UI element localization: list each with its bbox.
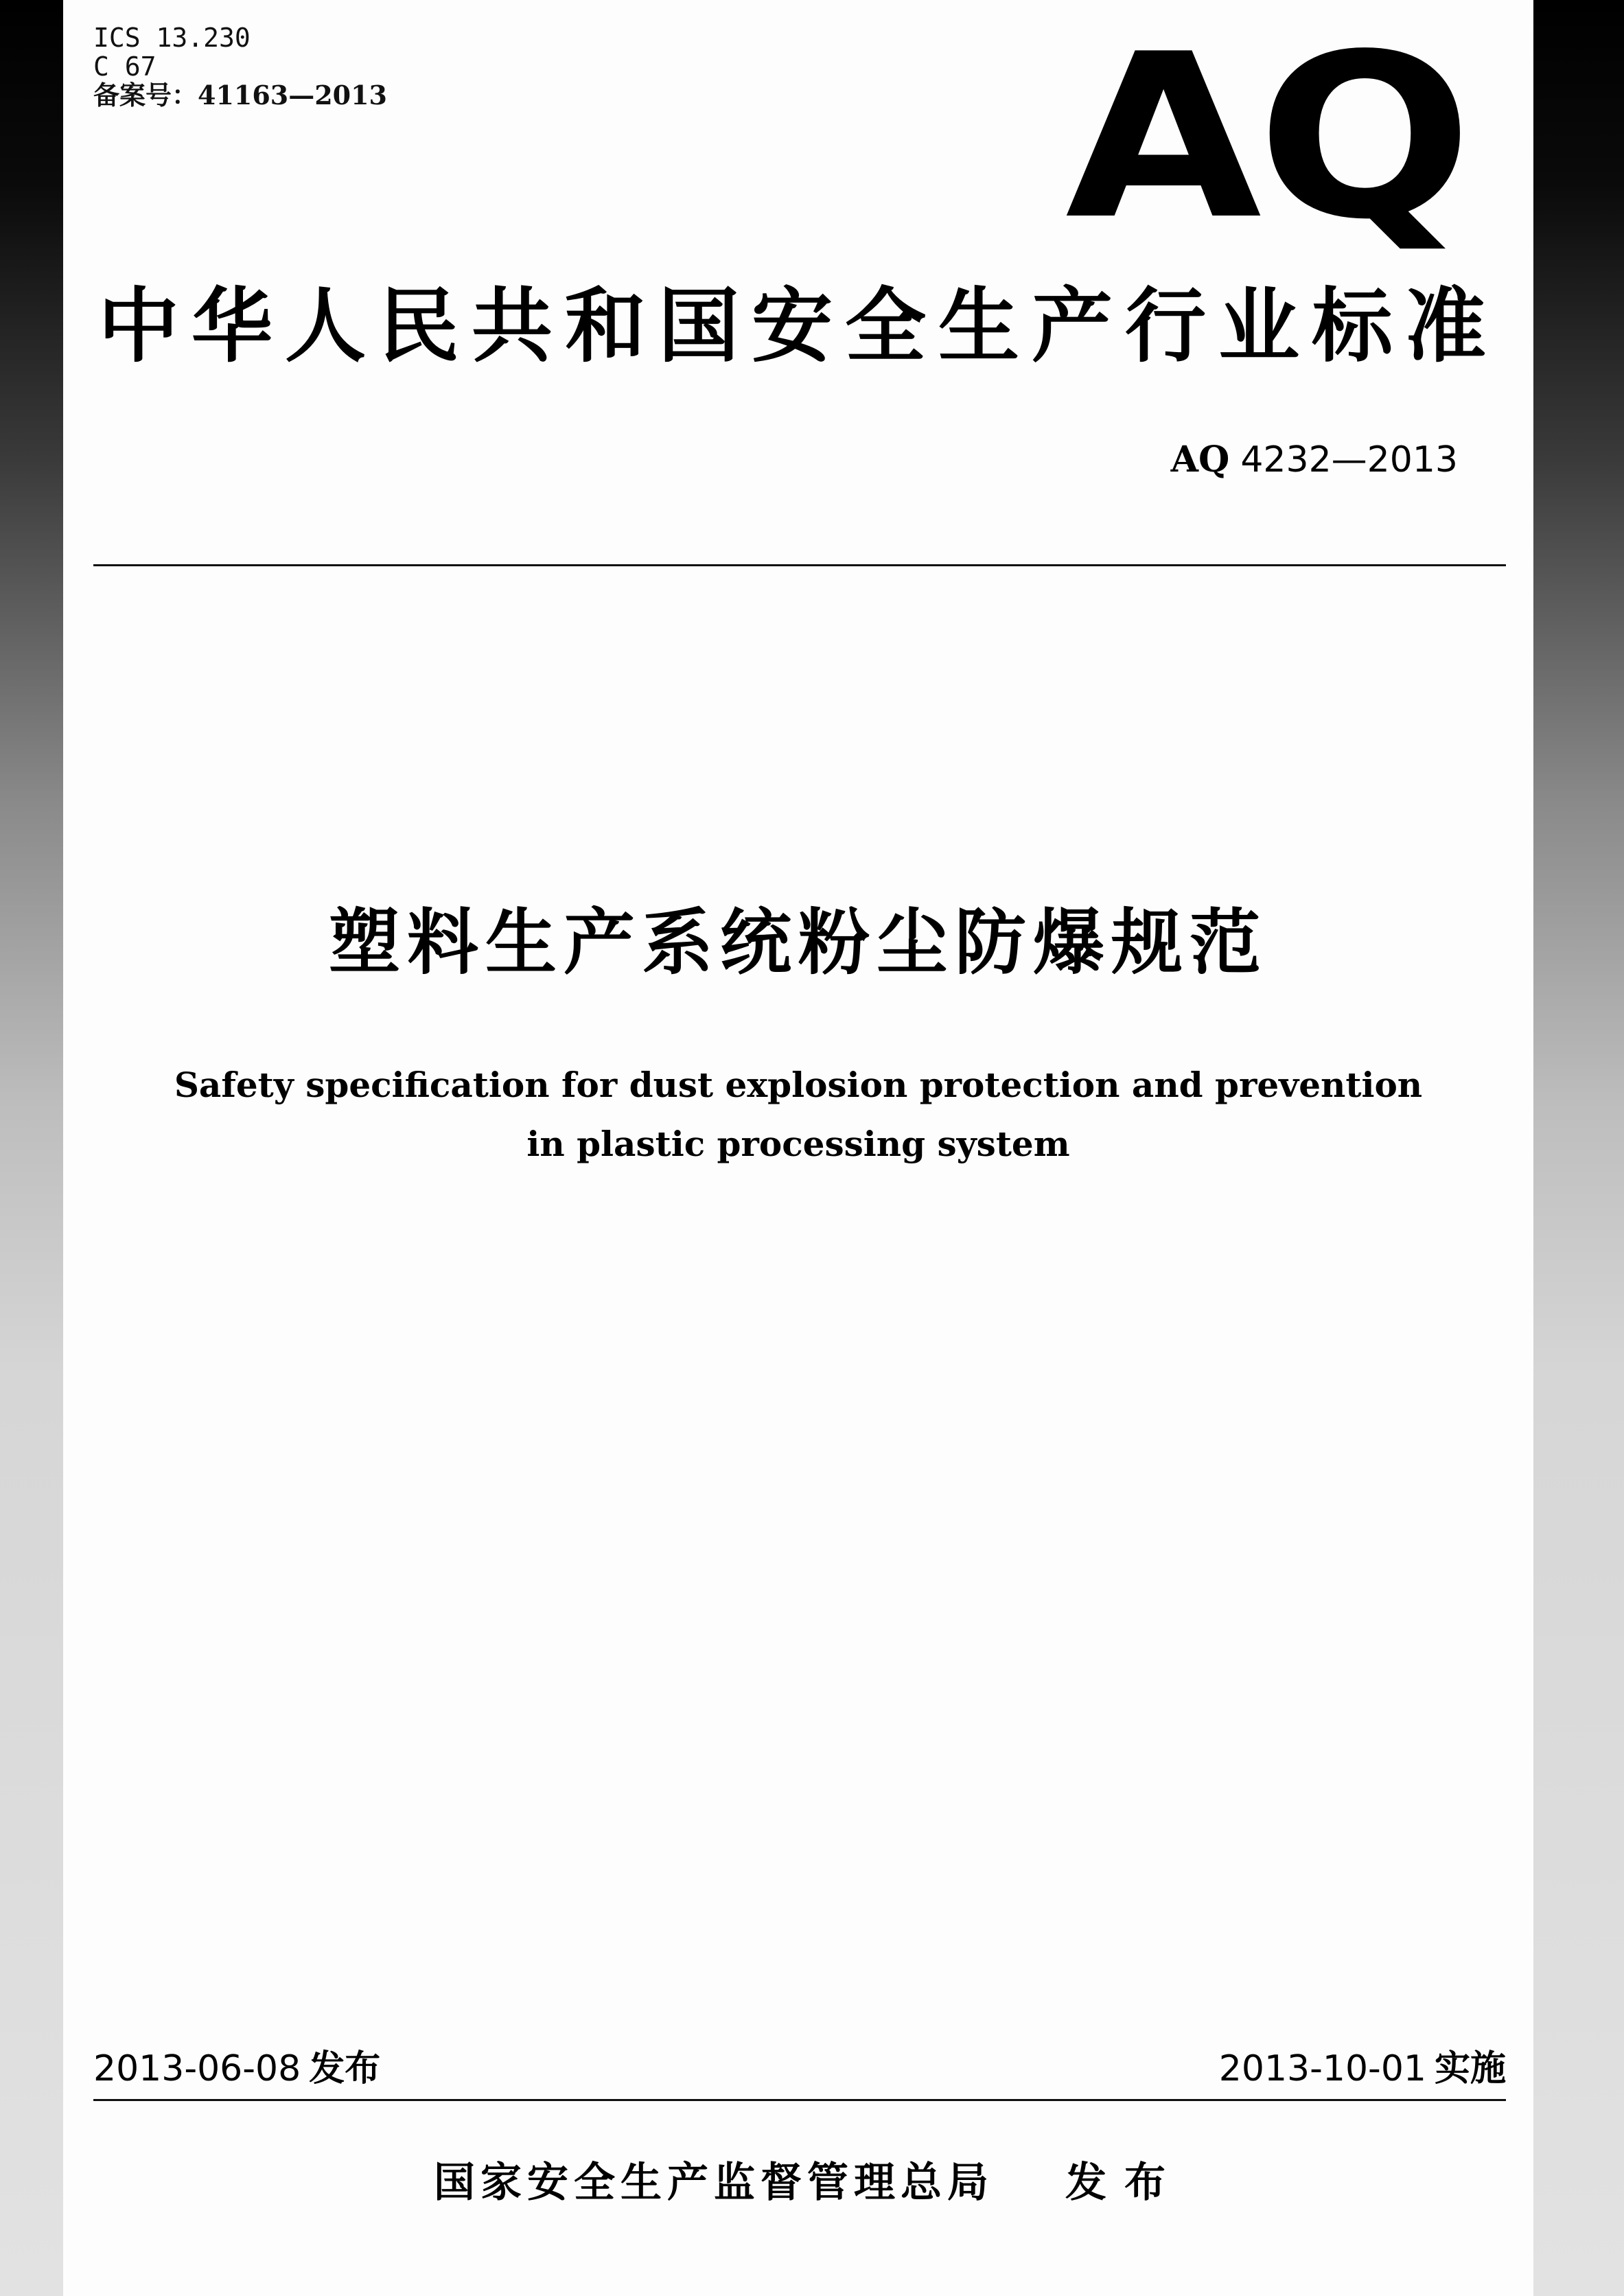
effective-date [1219,2047,1506,2091]
aq-logo: AQ [1065,5,1468,269]
bottom-divider [93,2099,1506,2101]
english-title-line-2: in plastic processing system [526,1124,1070,1164]
standard-code [1171,439,1458,480]
top-divider [93,564,1506,566]
standard-code-prefix: AQ [1170,439,1230,480]
scan-margin-left [0,0,63,2296]
ics-code: ICS 13.230 [93,23,251,53]
classification-block [93,23,387,110]
document-title-english [63,1056,1533,1174]
publisher-name: 国家安全生产监督管理总局 [434,2159,994,2207]
scan-margin-right [1533,0,1624,2296]
standard-title: 中华人民共和国安全生产行业标准 [97,279,1498,373]
record-number: 备案号：41163—2013 [93,80,387,111]
publish-label: 发布 [1065,2159,1183,2207]
effective-date-value: 2013-10-01 [1218,2048,1426,2089]
standard-code-number: 4232—2013 [1240,439,1458,480]
document-title-chinese: 塑料生产系统粉尘防爆规范 [328,901,1268,984]
issue-date [93,2047,380,2091]
class-code: C 67 [93,51,156,82]
issue-date-label: 发布 [309,2048,381,2089]
effective-date-label: 实施 [1434,2048,1506,2089]
document-page [63,0,1533,2296]
english-title-line-1: Safety specification for dust explosion protection and prevention [174,1065,1423,1105]
issue-date-value: 2013-06-08 [93,2048,301,2089]
